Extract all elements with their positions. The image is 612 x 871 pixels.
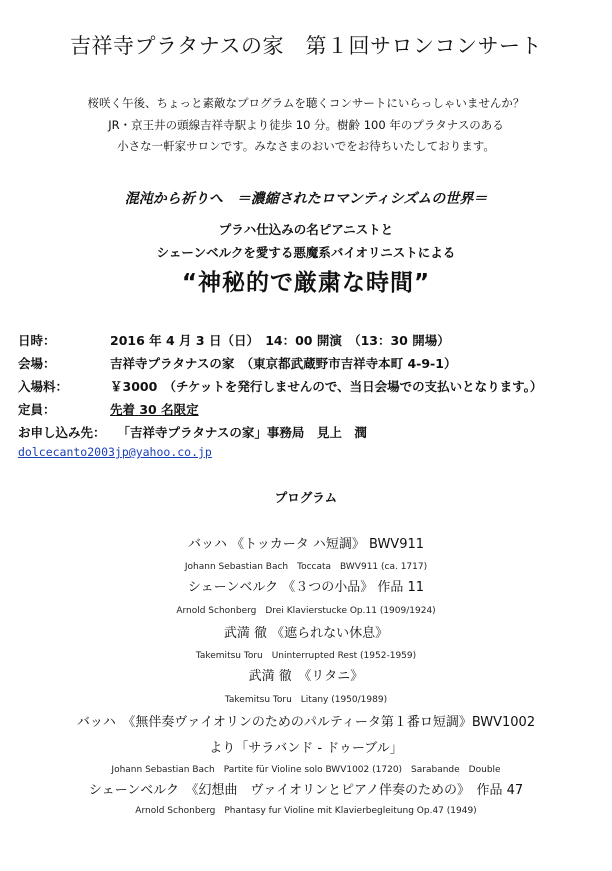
intro-line-1: 桜咲く午後、ちょっと素敵なプログラムを聴くコンサートにいらっしゃいませんか？ xyxy=(87,96,525,110)
program-item-4-title: 武満 徹 《リタニ》 xyxy=(248,669,364,684)
performers-line-2: シェーンベルクを愛する悪魔系バイオリニストによる xyxy=(156,245,456,260)
info-fee-row xyxy=(18,377,542,395)
program-heading: プログラム xyxy=(274,490,338,505)
capacity-value: 先着 30 名限定 xyxy=(110,402,199,417)
program-item-5-title: バッハ 《無伴奏ヴァイオリンのためのパルティータ第１番ロ短調》BWV1002 xyxy=(76,715,536,730)
contact-value: 「吉祥寺プラタナスの家」事務局 見上 潤 xyxy=(117,425,367,440)
program-item-5-detail: Johann Sebastian Bach Partite für Violine solo BWV1002 (1720) Sarabande Double xyxy=(111,765,501,775)
program-item-6-title: シェーンベルク 《幻想曲 ヴァイオリンとピアノ伴奏のための》 作品 47 xyxy=(88,783,524,798)
capacity-label: 定員： xyxy=(18,402,56,417)
intro-text xyxy=(0,93,612,158)
venue-value: 吉祥寺プラタナスの家 （東京都武蔵野市吉祥寺本町 4-9-1） xyxy=(110,356,457,371)
program-item-3-title: 武満 徹 《遮られない休息》 xyxy=(223,626,389,641)
performers-text xyxy=(0,218,612,264)
page-title: 吉祥寺プラタナスの家 第１回サロンコンサート xyxy=(70,34,542,58)
contact-email-link[interactable]: dolcecanto2003jp@yahoo.co.jp xyxy=(18,445,212,459)
contact-label: お申し込み先： xyxy=(18,425,106,440)
info-contact-row xyxy=(18,423,367,441)
program-item-2-title: シェーンベルク 《３つの小品》 作品 11 xyxy=(187,580,425,595)
catchphrase: “神秘的で厳粛な時間” xyxy=(181,270,431,296)
intro-line-3: 小さな一軒家サロンです。みなさまのおいでをお待ちいたしております。 xyxy=(117,139,495,153)
program-item-1-title: バッハ 《トッカータ ハ短調》 BWV911 xyxy=(187,537,425,552)
info-date-row xyxy=(18,331,450,349)
program-item-5-subtitle: より「サラバンド - ドゥーブル」 xyxy=(209,741,403,756)
info-venue-row xyxy=(18,354,456,372)
program-item-6-detail: Arnold Schonberg Phantasy fur Violine mit Klavierbegleitung Op.47 (1949) xyxy=(135,806,477,816)
program-item-3-detail: Takemitsu Toru Uninterrupted Rest (1952-1959) xyxy=(195,651,417,661)
fee-value: ￥3000 （チケットを発行しませんので、当日会場での支払いとなります。） xyxy=(110,379,543,394)
performers-line-1: プラハ仕込みの名ピアニストと xyxy=(218,222,394,237)
concert-subtitle: 混沌から祈りへ ＝濃縮されたロマンティシズムの世界＝ xyxy=(124,191,488,207)
program-item-2-detail: Arnold Schonberg Drei Klavierstucke Op.11 (1909/1924) xyxy=(176,606,436,616)
date-value: 2016 年 4 月 3 日（日） 14：00 開演 （13：30 開場） xyxy=(110,333,450,348)
intro-line-2: JR・京王井の頭線吉祥寺駅より徒歩 10 分。樹齢 100 年のプラタナスのある xyxy=(108,117,504,132)
venue-label: 会場： xyxy=(18,356,56,371)
program-item-1-detail: Johann Sebastian Bach Toccata BWV911 (ca. 1717) xyxy=(184,562,428,572)
date-label: 日時： xyxy=(18,333,56,348)
fee-label: 入場料： xyxy=(18,379,69,394)
program-item-4-detail: Takemitsu Toru Litany (1950/1989) xyxy=(224,695,388,705)
info-capacity-row xyxy=(18,400,199,418)
